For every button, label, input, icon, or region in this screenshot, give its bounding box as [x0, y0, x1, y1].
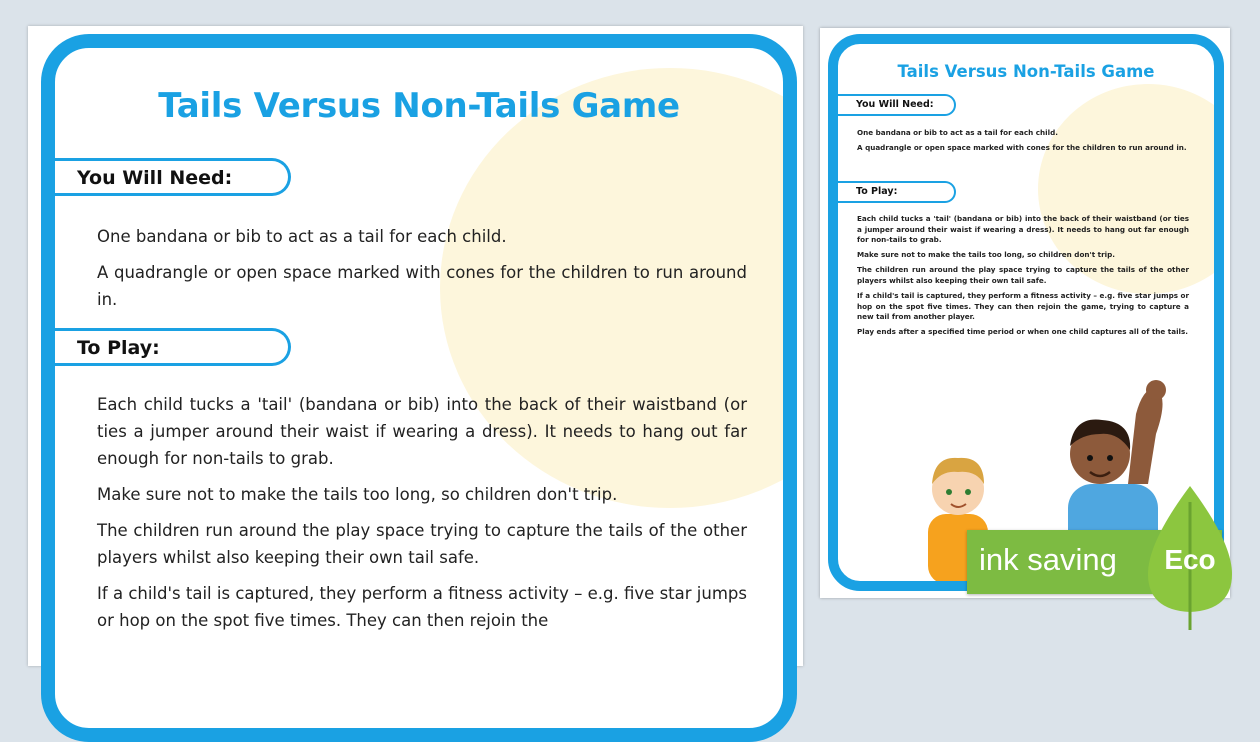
you-will-need-tab	[828, 94, 956, 116]
you-will-need-tab	[41, 158, 291, 196]
need-item: A quadrangle or open space marked with cones for the children to run around in.	[857, 143, 1187, 153]
to-play-heading: To Play:	[77, 337, 160, 359]
ink-saving-label: ink saving	[979, 542, 1117, 577]
step-item: The children run around the play space trying to capture the tails of the other players whilst also keeping their own tail safe.	[97, 521, 747, 567]
to-play-tab	[828, 181, 956, 203]
step-item: Each child tucks a 'tail' (bandana or bib) into the back of their waistband (or ties a jumper around their waist if wearing a dress). It needs to hang out far enough for non-tails to grab.	[857, 214, 1189, 245]
step-item: Make sure not to make the tails too long, so children don't trip.	[857, 250, 1115, 260]
to-play-heading: To Play:	[856, 186, 898, 197]
step-item: The children run around the play space trying to capture the tails of the other players whilst also keeping their own tail safe.	[857, 265, 1189, 285]
step-item: If a child's tail is captured, they perform a fitness activity – e.g. five star jumps or hop on the spot five times. They can then rejoin the game, trying to capture a new tail from another player.	[857, 291, 1189, 322]
step-item: Each child tucks a 'tail' (bandana or bib) into the back of their waistband (or ties a jumper around their waist if wearing a dress). It needs to hang out far enough for non-tails to grab.	[97, 395, 747, 468]
to-play-tab	[41, 328, 291, 366]
needs-list	[97, 223, 747, 322]
needs-list	[857, 128, 1189, 158]
worksheet-title: Tails Versus Non-Tails Game	[158, 86, 680, 126]
need-item: One bandana or bib to act as a tail for each child.	[857, 128, 1058, 137]
steps-list	[857, 214, 1189, 342]
eco-label: Eco	[1164, 544, 1216, 575]
steps-list	[97, 391, 747, 643]
need-item: A quadrangle or open space marked with cones for the children to run around in.	[97, 263, 747, 309]
large-worksheet-preview	[28, 26, 803, 666]
step-item: Make sure not to make the tails too long, so children don't trip.	[97, 485, 618, 504]
need-item: One bandana or bib to act as a tail for each child.	[97, 227, 507, 246]
worksheet-title: Tails Versus Non-Tails Game	[897, 62, 1155, 81]
step-item: If a child's tail is captured, they perform a fitness activity – e.g. five star jumps or hop on the spot five times. They can then rejoin the	[97, 584, 747, 630]
large-worksheet-frame	[41, 34, 797, 742]
step-item: Play ends after a specified time period or when one child captures all of the tails.	[857, 327, 1189, 337]
you-will-need-heading: You Will Need:	[856, 99, 934, 110]
you-will-need-heading: You Will Need:	[77, 167, 233, 189]
